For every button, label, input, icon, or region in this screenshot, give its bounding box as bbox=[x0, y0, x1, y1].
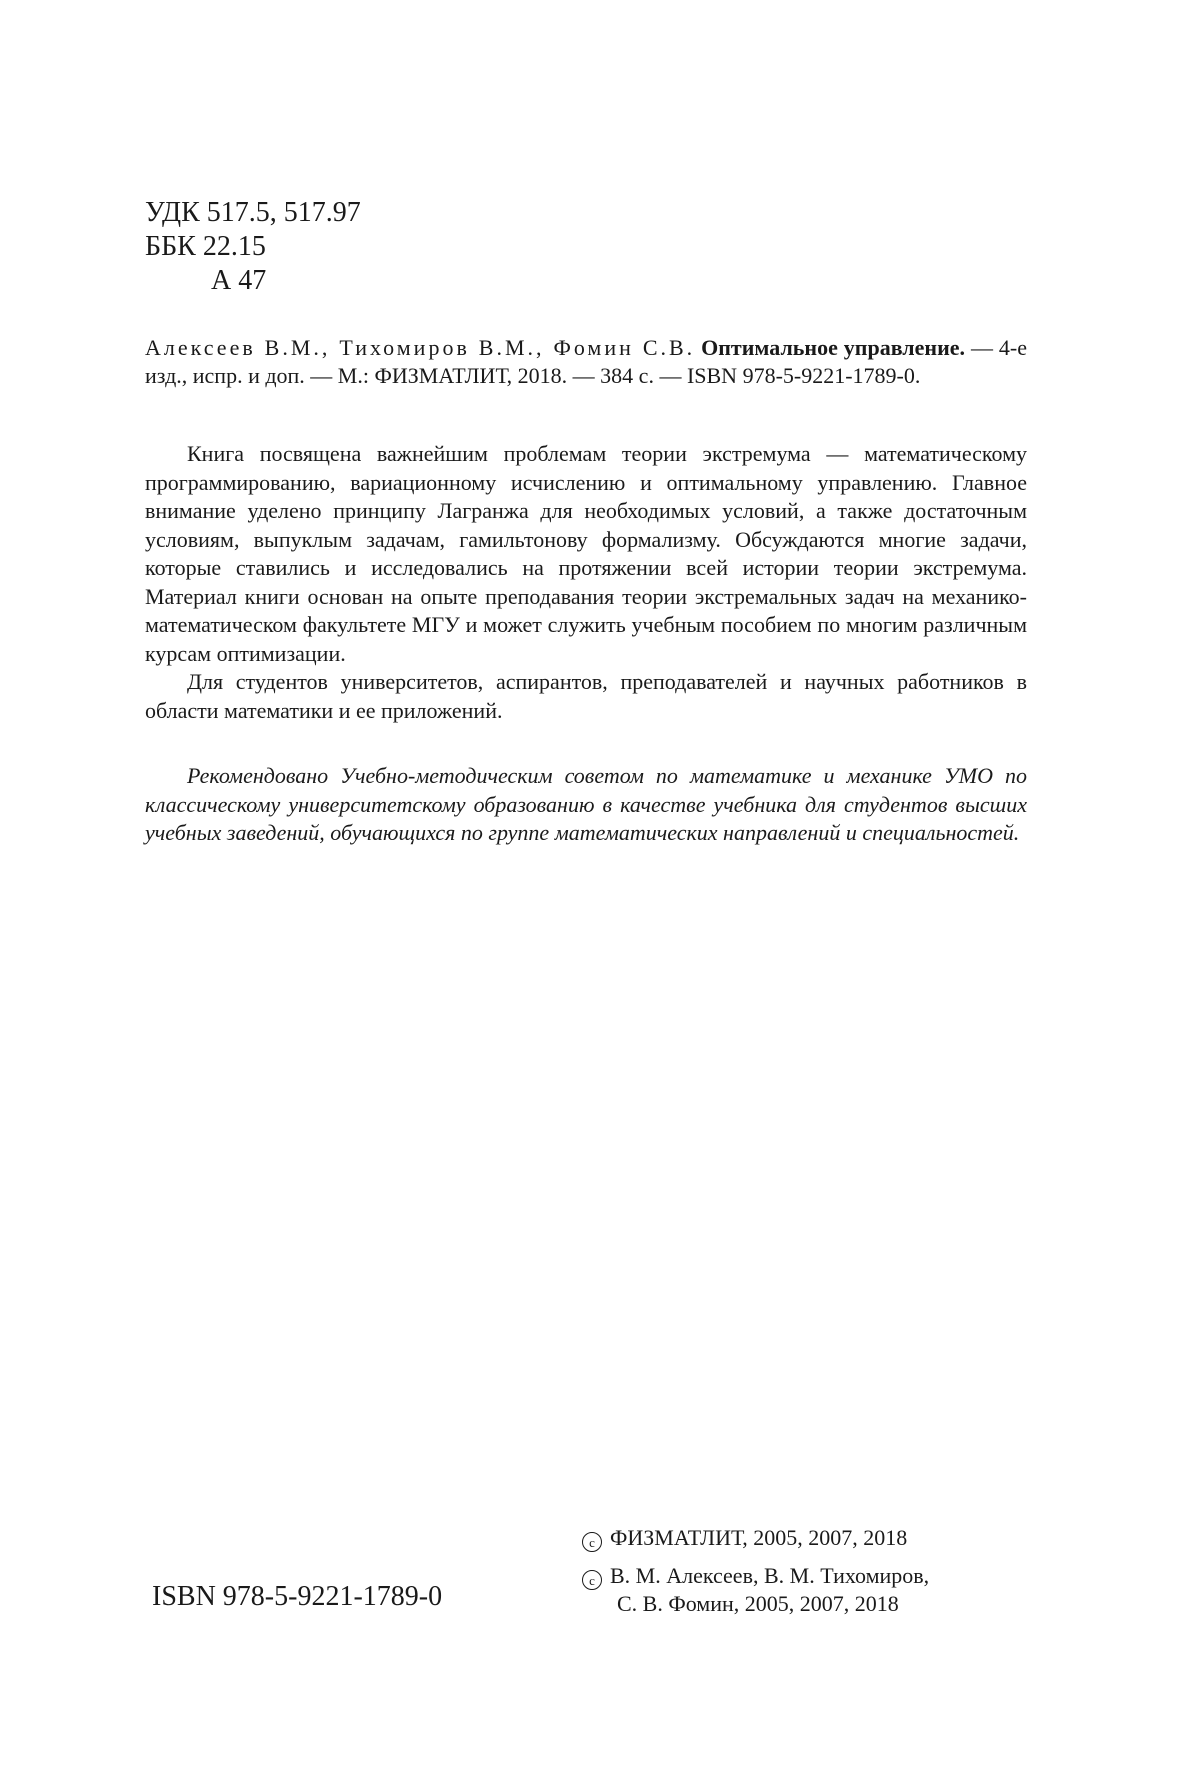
copyright-icon: c bbox=[582, 1570, 602, 1590]
annotation-paragraph: Книга посвящена важнейшим проблемам теории экстремума — математическому программированию, вариационному исчислению и оптимальному управлению. Главное внимание уделено принципу Лагранжа для необходимых условий, а также достаточным условиям, выпуклым задачам, гамильтонову формализму. Обсуждаются многие задачи, которые ставились и исследовались на протяжении всей истории теории экстремума. Материал книги основан на опыте преподавания теории экстремальных задач на механико-математическом факультете МГУ и может служить учебным пособием по многим различным курсам оптимизации. bbox=[145, 441, 1027, 666]
copyright-icon: c bbox=[582, 1532, 602, 1552]
recommendation-note: Рекомендовано Учебно-методическим советом по математике и механике УМО по классическому университетскому образованию в качестве учебника для студентов высших учебных заведений, обучающихся по группе математических направлений и специальностей. bbox=[145, 763, 1027, 845]
bbk-code: ББК 22.15 bbox=[145, 231, 266, 262]
publication-details: — 4-е изд., испр. и доп. — М.: ФИЗМАТЛИТ, 2018. — 384 с. — ISBN 978-5-9221-1789-0. bbox=[145, 335, 1028, 388]
book-title: Оптимальное управление. bbox=[701, 335, 966, 360]
bibliographic-description bbox=[145, 334, 1027, 390]
copyright-authors-line-2: С. В. Фомин, 2005, 2007, 2018 bbox=[617, 1591, 899, 1616]
audience-paragraph: Для студентов университетов, аспирантов, преподавателей и научных работников в области математики и ее приложений. bbox=[145, 669, 1027, 723]
annotation bbox=[145, 440, 1027, 725]
copyright-authors-line-1: В. М. Алексеев, В. М. Тихомиров, bbox=[610, 1563, 930, 1588]
copyright-authors bbox=[582, 1562, 929, 1617]
copyright-block bbox=[582, 1524, 929, 1617]
authors: Алексеев В.М., Тихомиров В.М., Фомин С.В. bbox=[145, 335, 696, 360]
copyright-publisher-text: ФИЗМАТЛИТ, 2005, 2007, 2018 bbox=[610, 1525, 908, 1550]
author-mark: А 47 bbox=[211, 265, 267, 296]
copyright-publisher bbox=[582, 1524, 929, 1552]
isbn: ISBN 978-5-9221-1789-0 bbox=[152, 1581, 443, 1612]
udk-code: УДК 517.5, 517.97 bbox=[145, 197, 361, 228]
classification-block bbox=[145, 196, 361, 298]
